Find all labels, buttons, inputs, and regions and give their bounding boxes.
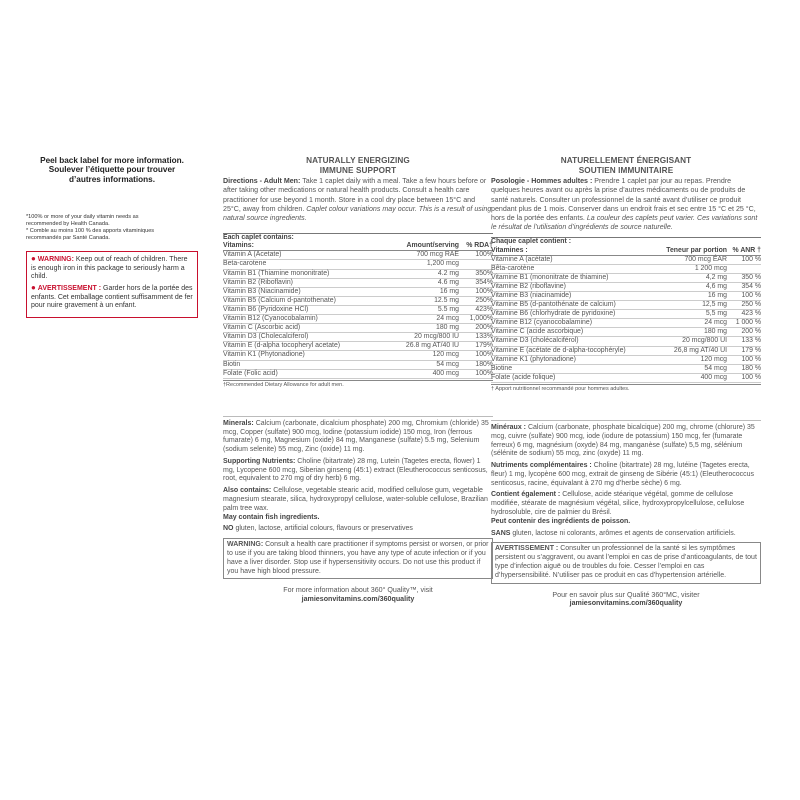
vitamin-name: Vitamin K1 (Phytonadione) bbox=[223, 351, 385, 360]
vitamin-amount: 180 mg bbox=[654, 328, 727, 337]
vitamin-percent: 100% bbox=[459, 251, 493, 260]
fr-directions-text: Prendre 1 caplet par jour au repas. Prendre quelques heures avant ou après la prise d’autres médicaments ou de produits de santé naturels. Consulter un professionnel de la santé avant d’utiliser ce produit pendant plus de 1 mois. Conserver dans un endroit frais et sec entre 15 °C et 25 °C, hors de la portée des enfants. bbox=[491, 177, 756, 222]
rda-note-en-2: recommended by Health Canada. bbox=[26, 221, 110, 228]
fr-supporting bbox=[491, 462, 761, 488]
vitamin-amount: 400 mcg bbox=[654, 373, 727, 382]
en-minerals-text: Calcium (carbonate, dicalcium phosphate) 200 mg, Chromium (chloride) 35 mcg, Copper (sulfate) 900 mcg, Iodine (potassium iodide) 150 mcg, Iron (ferrous fumarate) 6 mg, Magnesium (oxide) 84 mg, Manganese (sulfate) 5.5 mg, Selenium (sodium selenite) 55 mcg, Zinc (oxide) 11 mg. bbox=[223, 419, 489, 454]
table-row bbox=[223, 287, 493, 296]
en-table-contains: Each caplet contains: bbox=[223, 234, 294, 242]
iron-warning-en bbox=[31, 255, 193, 282]
en-minerals bbox=[223, 420, 493, 455]
en-more-line: For more information about 360° Quality™, visit bbox=[283, 586, 433, 595]
fr-ingredients bbox=[491, 420, 761, 539]
fr-heading-2: SOUTIEN IMMUNITAIRE bbox=[578, 165, 674, 175]
vitamin-name: Vitamin B2 (Riboflavin) bbox=[223, 278, 385, 287]
vitamin-amount: 700 mcg ÉAR bbox=[654, 255, 727, 264]
rda-note bbox=[26, 214, 198, 242]
vitamin-amount: 4,6 mg bbox=[654, 282, 727, 291]
fr-vitamin-table bbox=[491, 237, 761, 383]
table-row bbox=[223, 333, 493, 342]
fr-warning-text: Consulter un professionnel de la santé si les symptômes persistent ou s’aggravent, ou avant l’emploi en cas de prise d’anticoagulants, de tout type d’infection aiguë ou de troubles du foie. Cesser l’emploi en cas d’hypersensibilité. N’utiliser pas ce produit en cas d’hypertension artérielle. bbox=[495, 545, 757, 579]
en-warning-text: Consult a health care practitioner if symptoms persist or worsen, or prior to use if you are taking blood thinners, you have any type of acute infection or if you have a liver disorder. Stop use if hypersensitivity occurs. Do not use this product if you have high blood pressure. bbox=[227, 541, 489, 575]
vitamin-name: Vitamin B6 (Pyridoxine HCl) bbox=[223, 305, 385, 314]
fr-directions bbox=[491, 177, 761, 232]
vitamin-amount: 24 mcg bbox=[654, 319, 727, 328]
fr-table-contains: Chaque caplet contient : bbox=[491, 238, 572, 246]
fr-table-footnote: † Apport nutritionnel recommandé pour hommes adultes. bbox=[491, 384, 761, 393]
french-panel bbox=[491, 156, 761, 608]
en-directions bbox=[223, 177, 493, 223]
fr-directions-label: Posologie - Hommes adultes : bbox=[491, 177, 593, 186]
vitamin-amount: 26.8 mg AT/40 IU bbox=[385, 342, 459, 351]
table-row bbox=[491, 255, 761, 264]
vitamin-percent: 180% bbox=[459, 360, 493, 369]
table-row bbox=[223, 278, 493, 287]
en-directions-text: Take 1 caplet daily with a meal. Take a few hours before or after taking other medications or natural health products. Consult a health care practitioner for use beyond 1 month. Store in a cool dry place between 15°C and 25°C, away from children. bbox=[223, 177, 487, 213]
vitamin-name: Vitamine C (acide ascorbique) bbox=[491, 328, 654, 337]
vitamin-name: Vitamin E (d-alpha tocopheryl acetate) bbox=[223, 342, 385, 351]
vitamin-percent: 250% bbox=[459, 296, 493, 305]
fr-fish bbox=[491, 518, 761, 527]
vitamin-percent: 350% bbox=[459, 269, 493, 278]
table-row bbox=[491, 301, 761, 310]
table-row bbox=[491, 337, 761, 346]
en-supporting-text: Choline (bitartrate) 28 mg, Lutein (Tagetes erecta, flower) 1 mg, Lycopene 600 mcg, Siberian ginseng (45:1) extract (Eleutherococcus senticosus, root, equivalent to 270 mg of dry herb) 6 mg. bbox=[223, 457, 488, 483]
en-fish bbox=[223, 514, 493, 523]
fr-warning-label: AVERTISSEMENT : bbox=[495, 545, 559, 553]
vitamin-amount: 54 mcg bbox=[654, 364, 727, 373]
table-row bbox=[491, 328, 761, 337]
fr-also-contains bbox=[491, 491, 761, 517]
rda-note-fr-2: recommandés par Santé Canada. bbox=[26, 235, 110, 242]
en-col-vitamins: Vitamins: bbox=[223, 242, 385, 251]
vitamin-amount: 16 mg bbox=[654, 291, 727, 300]
vitamin-name: Vitamin B5 (Calcium d-pantothenate) bbox=[223, 296, 385, 305]
vitamin-amount: 4.6 mg bbox=[385, 278, 459, 287]
iron-warning-fr bbox=[31, 284, 193, 311]
vitamin-amount: 1 200 mcg bbox=[654, 264, 727, 273]
table-row bbox=[223, 315, 493, 324]
table-row bbox=[223, 269, 493, 278]
table-row bbox=[223, 351, 493, 360]
en-table-footnote: †Recommended Dietary Allowance for adult men. bbox=[223, 380, 493, 389]
en-supporting bbox=[223, 458, 493, 484]
table-row bbox=[491, 310, 761, 319]
vitamin-percent: 200% bbox=[459, 324, 493, 333]
vitamin-amount: 12,5 mg bbox=[654, 301, 727, 310]
vitamin-percent: 423% bbox=[459, 305, 493, 314]
vitamin-amount: 4,2 mg bbox=[654, 273, 727, 282]
vitamin-percent: 250 % bbox=[727, 301, 761, 310]
table-row bbox=[223, 360, 493, 369]
table-row bbox=[491, 264, 761, 273]
vitamin-name: Vitamin B1 (Thiamine mononitrate) bbox=[223, 269, 385, 278]
en-fish-text: May contain fish ingredients. bbox=[223, 513, 320, 521]
fr-more-line: Pour en savoir plus sur Qualité 360°MC, visiter bbox=[552, 590, 700, 599]
fr-more-info bbox=[491, 591, 761, 608]
fr-col-vitamins: Vitamines : bbox=[491, 247, 654, 256]
vitamin-amount: 180 mg bbox=[385, 324, 459, 333]
vitamin-name: Vitamine B2 (riboflavine) bbox=[491, 282, 654, 291]
vitamin-name: Vitamine D3 (cholécalciférol) bbox=[491, 337, 654, 346]
en-directions-italic: Caplet colour variations may occur. This is a result of using natural source ingredients. bbox=[223, 204, 492, 222]
en-no-label: NO bbox=[223, 525, 234, 533]
en-warning-label: WARNING: bbox=[227, 541, 264, 549]
vitamin-percent: 354 % bbox=[727, 282, 761, 291]
iron-avert-text: Garder hors de la portée des enfants. Cet emballage contient suffisamment de fer pour nuire gravement à un enfant. bbox=[31, 285, 193, 310]
vitamin-name: Vitamine E (acétate de d-alpha-tocophéryle) bbox=[491, 346, 654, 355]
vitamin-percent: 100% bbox=[459, 287, 493, 296]
vitamin-amount: 5.5 mg bbox=[385, 305, 459, 314]
fr-minerals-label: Minéraux : bbox=[491, 423, 527, 431]
vitamin-percent: 133% bbox=[459, 333, 493, 342]
vitamin-percent: 180 % bbox=[727, 364, 761, 373]
warning-dot-icon: ● bbox=[31, 283, 36, 292]
fr-supporting-label: Nutriments complémentaires : bbox=[491, 462, 592, 470]
vitamin-percent bbox=[459, 260, 493, 269]
en-minerals-label: Minerals: bbox=[223, 419, 254, 427]
vitamin-percent: 179 % bbox=[727, 346, 761, 355]
en-heading-1: NATURALLY ENERGIZING bbox=[306, 156, 410, 165]
en-col-amount: Amount/serving bbox=[385, 242, 459, 251]
en-free-from bbox=[223, 525, 493, 534]
vitamin-amount: 54 mcg bbox=[385, 360, 459, 369]
fr-supporting-text: Choline (bitartrate) 28 mg, lutéine (Tagetes erecta, fleur) 1 mg, lycopène 600 mcg, extrait de ginseng de Sibérie (45:1) (Eleutherococcus senticosus, racine, équivalant à 270 mg d’herbe sèche) 6 mg. bbox=[491, 462, 755, 487]
vitamin-percent: 350 % bbox=[727, 273, 761, 282]
table-row bbox=[491, 364, 761, 373]
en-col-pct: % RDA† bbox=[459, 242, 493, 251]
vitamin-amount: 700 mcg RAE bbox=[385, 251, 459, 260]
vitamin-percent: 100% bbox=[459, 369, 493, 378]
vitamin-name: Vitamine B1 (mononitrate de thiamine) bbox=[491, 273, 654, 282]
en-no-text: gluten, lactose, artificial colours, flavours or preservatives bbox=[235, 525, 413, 533]
en-heading-2: IMMUNE SUPPORT bbox=[319, 165, 397, 175]
peel-label-en: Peel back label for more information. bbox=[40, 156, 184, 165]
vitamin-name: Folate (acide folique) bbox=[491, 373, 654, 382]
en-more-url[interactable]: jamiesonvitamins.com/360quality bbox=[301, 595, 415, 604]
vitamin-name: Vitamin A (Acetate) bbox=[223, 251, 385, 260]
en-vitamin-table bbox=[223, 233, 493, 379]
vitamin-amount: 4.2 mg bbox=[385, 269, 459, 278]
en-also-text: Cellulose, vegetable stearic acid, modified cellulose gum, vegetable magnesium stearate, silica, hydroxypropyl cellulose, water-soluble cellulose, Brazilian palm tree wax. bbox=[223, 487, 488, 512]
fr-minerals-text: Calcium (carbonate, phosphate bicalcique) 200 mg, chrome (chlorure) 35 mcg, cuivre (sulfate) 900 mcg, iode (iodure de potassium) 150 mcg, fer (fumarate ferreux) 6 mg, magnésium (oxyde) 84 mg, manganèse (sulfate) 5,5 mg, sélénium (sélénite de sodium) 55 mcg, zinc (oxyde) 11 mg. bbox=[491, 423, 755, 458]
vitamin-name: Vitamin D3 (Cholecalciferol) bbox=[223, 333, 385, 342]
rda-note-fr-1: * Comble au moins 100 % des apports vitaminiques bbox=[26, 228, 155, 235]
table-row bbox=[223, 342, 493, 351]
iron-warning-text: Keep out of reach of children. There is enough iron in this package to seriously harm a child. bbox=[31, 256, 188, 281]
warning-dot-icon: ● bbox=[31, 254, 36, 264]
vitamin-amount: 400 mcg bbox=[385, 369, 459, 378]
peel-label-fr-2: d’autres informations. bbox=[69, 174, 155, 184]
vitamin-percent: 179% bbox=[459, 342, 493, 351]
fr-minerals bbox=[491, 424, 761, 459]
vitamin-percent bbox=[727, 264, 761, 273]
fr-warning-box bbox=[491, 542, 761, 583]
vitamin-name: Biotine bbox=[491, 364, 654, 373]
english-panel bbox=[223, 156, 493, 604]
fr-col-pct: % ANR † bbox=[727, 247, 761, 256]
iron-warning-label: WARNING: bbox=[37, 256, 74, 264]
vitamin-percent: 1,000% bbox=[459, 315, 493, 324]
vitamin-amount: 16 mg bbox=[385, 287, 459, 296]
vitamin-amount: 120 mcg bbox=[385, 351, 459, 360]
fr-more-url[interactable]: jamiesonvitamins.com/360quality bbox=[569, 599, 683, 608]
table-row bbox=[223, 296, 493, 305]
vitamin-name: Vitamin B3 (Niacinamide) bbox=[223, 287, 385, 296]
vitamin-amount: 20 mcg/800 UI bbox=[654, 337, 727, 346]
vitamin-amount: 5,5 mg bbox=[654, 310, 727, 319]
vitamin-percent: 100 % bbox=[727, 291, 761, 300]
vitamin-amount: 12.5 mg bbox=[385, 296, 459, 305]
vitamin-name: Folate (Folic acid) bbox=[223, 369, 385, 378]
iron-warning-box bbox=[26, 251, 198, 318]
en-warning-box bbox=[223, 538, 493, 579]
fr-col-amount: Teneur par portion bbox=[654, 247, 727, 256]
en-more-info bbox=[223, 586, 493, 603]
en-supporting-label: Supporting Nutrients: bbox=[223, 457, 296, 465]
vitamin-percent: 1 000 % bbox=[727, 319, 761, 328]
vitamin-name: Vitamine B12 (cyanocobalamine) bbox=[491, 319, 654, 328]
en-also-contains bbox=[223, 487, 493, 513]
vitamin-percent: 200 % bbox=[727, 328, 761, 337]
vitamin-percent: 354% bbox=[459, 278, 493, 287]
vitamin-percent: 100 % bbox=[727, 355, 761, 364]
table-row bbox=[223, 260, 493, 269]
en-directions-label: Directions - Adult Men: bbox=[223, 177, 301, 186]
en-also-label: Also contains: bbox=[223, 487, 272, 495]
vitamin-amount: 20 mcg/800 IU bbox=[385, 333, 459, 342]
fr-no-text: gluten, lactose ni colorants, arômes et agents de conservation artificiels. bbox=[512, 529, 736, 537]
vitamin-name: Vitamine A (acétate) bbox=[491, 255, 654, 264]
table-row bbox=[491, 346, 761, 355]
vitamin-amount: 24 mcg bbox=[385, 315, 459, 324]
vitamin-name: Vitamine K1 (phytonadione) bbox=[491, 355, 654, 364]
vitamin-percent: 133 % bbox=[727, 337, 761, 346]
fr-heading-1: NATURELLEMENT ÉNERGISANT bbox=[560, 156, 692, 165]
vitamin-percent: 100% bbox=[459, 351, 493, 360]
vitamin-amount: 1,200 mcg bbox=[385, 260, 459, 269]
table-row bbox=[491, 273, 761, 282]
vitamin-name: Vitamin C (Ascorbic acid) bbox=[223, 324, 385, 333]
vitamin-amount: 26,8 mg AT/40 UI bbox=[654, 346, 727, 355]
vitamin-name: Beta-carotene bbox=[223, 260, 385, 269]
table-row bbox=[491, 319, 761, 328]
fr-no-label: SANS bbox=[491, 529, 511, 537]
fr-free-from bbox=[491, 530, 761, 539]
fr-also-text: Cellulose, acide stéarique végétal, gomme de cellulose modifiée, stéarate de magnésium végétal, silice, hydroxypropylcellulose, cellulose hydrosoluble, cire de palmier du Brésil. bbox=[491, 491, 745, 517]
vitamin-percent: 423 % bbox=[727, 310, 761, 319]
table-row bbox=[223, 251, 493, 260]
peel-label-fr-1: Soulever l’étiquette pour trouver bbox=[48, 165, 176, 175]
iron-avert-label: AVERTISSEMENT : bbox=[37, 285, 102, 292]
table-row bbox=[223, 369, 493, 378]
table-row bbox=[491, 291, 761, 300]
vitamin-name: Vitamine B5 (d-pantothénate de calcium) bbox=[491, 301, 654, 310]
vitamin-name: Vitamine B3 (niacinamide) bbox=[491, 291, 654, 300]
fr-fish-text: Peut contenir des ingrédients de poisson. bbox=[491, 517, 631, 525]
table-row bbox=[223, 324, 493, 333]
vitamin-percent: 100 % bbox=[727, 255, 761, 264]
vitamin-name: Biotin bbox=[223, 360, 385, 369]
left-column bbox=[26, 156, 198, 318]
en-ingredients bbox=[223, 416, 493, 535]
vitamin-name: Bêta-carotène bbox=[491, 264, 654, 273]
vitamin-percent: 100 % bbox=[727, 373, 761, 382]
vitamin-name: Vitamin B12 (Cyanocobalamin) bbox=[223, 315, 385, 324]
table-row bbox=[223, 305, 493, 314]
vitamin-amount: 120 mcg bbox=[654, 355, 727, 364]
table-row bbox=[491, 355, 761, 364]
rda-note-en-1: *100% or more of your daily vitamin needs as bbox=[26, 214, 139, 221]
fr-also-label: Contient également : bbox=[491, 491, 561, 499]
vitamin-name: Vitamine B6 (chlorhydrate de pyridoxine) bbox=[491, 310, 654, 319]
table-row bbox=[491, 373, 761, 382]
fr-directions-italic: La couleur des caplets peut varier. Ces variations sont le résultat de l’utilisation d’ingrédients de source naturelle. bbox=[491, 214, 758, 232]
table-row bbox=[491, 282, 761, 291]
